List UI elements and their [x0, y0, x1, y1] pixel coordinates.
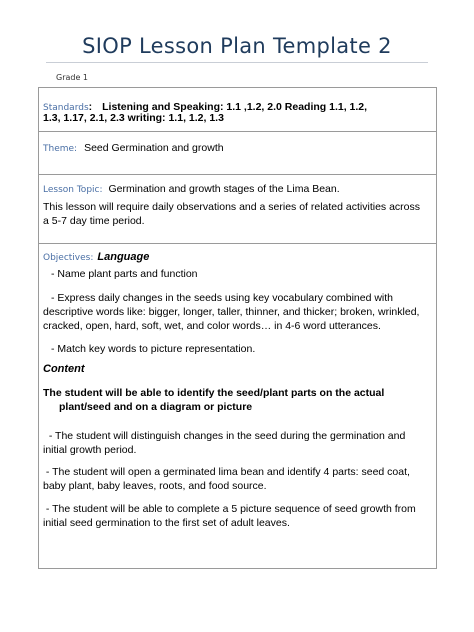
- lesson-topic-label: Lesson Topic:: [43, 185, 103, 195]
- content-heading: Content: [43, 363, 85, 375]
- language-item-3: - Match key words to picture representation.: [51, 343, 256, 355]
- objectives-section: [39, 244, 436, 570]
- content-item-3-line1: - The student will be able to complete a 5 picture sequence of seed growth from: [43, 503, 416, 515]
- content-item-2-line2: baby plant, baby leaves, roots, and food source.: [43, 480, 267, 492]
- page-title: SIOP Lesson Plan Template 2: [82, 34, 392, 58]
- objectives-label: Objectives:: [43, 253, 94, 263]
- standards-colon: :: [88, 101, 93, 113]
- content-item-1-line2: initial growth period.: [43, 444, 137, 456]
- title-divider: [46, 62, 428, 63]
- theme-section: [39, 132, 436, 175]
- standards-line2: 1.3, 1.17, 2.1, 2.3 writing: 1.1, 1.2, 1.3: [43, 112, 224, 124]
- standards-label: Standards: [43, 103, 89, 113]
- language-item-2-line2: descriptive words like: bigger, longer, taller, thinner, and thicker; broken, wrinkled,: [43, 306, 420, 318]
- language-item-2-line3: cracked, open, hard, soft, wet, and color words… in 4-6 word utterances.: [43, 320, 381, 332]
- lesson-topic-value: Germination and growth stages of the Lima Bean.: [108, 183, 340, 195]
- language-item-1: - Name plant parts and function: [51, 268, 198, 280]
- standards-section: [39, 88, 436, 132]
- theme-value: Seed Germination and growth: [84, 142, 224, 154]
- theme-label: Theme:: [43, 144, 78, 154]
- content-item-3-line2: initial seed germination to the first set of adult leaves.: [43, 517, 290, 529]
- lesson-topic-section: [39, 175, 436, 244]
- language-heading: Language: [97, 251, 150, 263]
- lesson-description-line1: This lesson will require daily observations and a series of related activities across: [43, 201, 421, 213]
- content-item-2-line1: - The student will open a germinated lima bean and identify 4 parts: seed coat,: [43, 466, 410, 478]
- content-item-1-line1: - The student will distinguish changes in the seed during the germination and: [43, 430, 406, 442]
- content-intro-line2: plant/seed and on a diagram or picture: [59, 401, 253, 413]
- language-item-2-line1: - Express daily changes in the seeds using key vocabulary combined with: [51, 292, 394, 304]
- standards-line1: Listening and Speaking: 1.1 ,1.2, 2.0 Reading 1.1, 1.2,: [102, 101, 368, 113]
- grade-label: Grade 1: [56, 73, 89, 82]
- lesson-description-line2: a 5-7 day time period.: [43, 215, 145, 227]
- lesson-plan-table: [38, 87, 437, 569]
- content-intro-line1: The student will be able to identify the seed/plant parts on the actual: [43, 387, 385, 399]
